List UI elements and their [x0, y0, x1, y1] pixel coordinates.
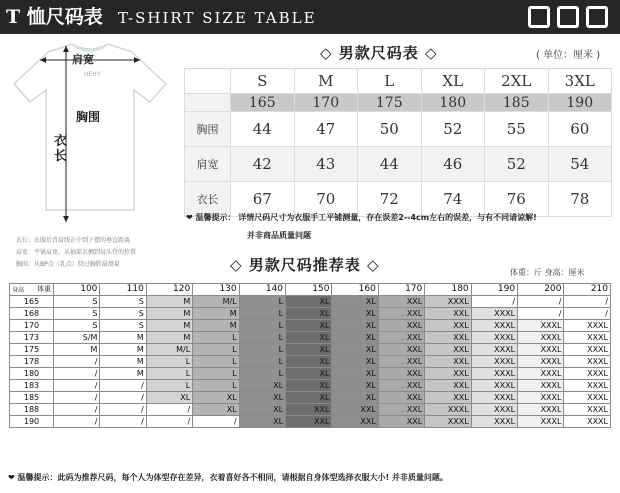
recommend-cell: XXL	[332, 404, 378, 416]
measure-value: 52	[421, 112, 485, 147]
header-title: T 恤尺码表	[6, 6, 103, 28]
recommend-cell: XXL	[286, 416, 332, 428]
weight-header: 190	[471, 284, 517, 296]
recommend-cell: /	[100, 392, 146, 404]
weight-header: 210	[564, 284, 611, 296]
size-header-row	[185, 69, 612, 94]
recommend-cell: XXXL	[471, 308, 517, 320]
weight-header: 180	[425, 284, 471, 296]
measure-row	[185, 112, 612, 147]
weight-header: 150	[286, 284, 332, 296]
recommend-cell: XXXL	[518, 404, 564, 416]
recommend-cell: L	[239, 344, 285, 356]
height-label: 170	[10, 320, 54, 332]
recommend-row	[10, 380, 611, 392]
measure-value: 78	[548, 182, 612, 217]
measure-value: 44	[358, 147, 422, 182]
height-label: 168	[10, 308, 54, 320]
measure-value: 50	[358, 112, 422, 147]
recommend-cell: XXL	[425, 308, 471, 320]
recommend-cell: L	[193, 344, 239, 356]
size-table	[184, 68, 612, 217]
recommend-cell: XXL	[378, 356, 424, 368]
recommend-cell: XXL	[332, 416, 378, 428]
recommend-row	[10, 308, 611, 320]
corner-weight-label: 身高	[12, 287, 25, 294]
recommend-cell: XXXL	[518, 356, 564, 368]
recommend-cell: S	[100, 320, 146, 332]
recommend-cell: XL	[146, 392, 192, 404]
recommend-cell: /	[146, 416, 192, 428]
weight-header: 170	[378, 284, 424, 296]
recommend-cell: M	[193, 320, 239, 332]
collar-text: HEHY	[84, 71, 101, 78]
weight-header-row	[10, 284, 611, 296]
measure-value: 72	[358, 182, 422, 217]
recommend-cell: L	[193, 332, 239, 344]
recommend-cell: XL	[193, 392, 239, 404]
height-label: 183	[10, 380, 54, 392]
recommend-cell: XL	[286, 308, 332, 320]
recommend-cell: XL	[286, 344, 332, 356]
measure-value: 70	[294, 182, 358, 217]
recommend-cell: XXXL	[471, 320, 517, 332]
recommend-cell: XXXL	[425, 296, 471, 308]
corner-cell	[10, 284, 54, 296]
recommend-cell: XXL	[378, 416, 424, 428]
recommend-cell: XXL	[425, 368, 471, 380]
decor-square-icon	[528, 6, 550, 28]
recommend-cell: XL	[239, 404, 285, 416]
recommend-cell: XXXL	[518, 368, 564, 380]
recommend-tip	[8, 472, 448, 483]
recommend-cell: XXXL	[564, 356, 611, 368]
recommend-cell: XXXL	[518, 332, 564, 344]
recommend-cell: XXXL	[471, 344, 517, 356]
recommend-cell: XXXL	[425, 416, 471, 428]
height-row	[185, 94, 612, 112]
recommend-cell: XL	[332, 392, 378, 404]
recommend-cell: XXXL	[564, 320, 611, 332]
height-value: 180	[421, 94, 485, 112]
recommend-cell: M	[54, 344, 100, 356]
height-value: 175	[358, 94, 422, 112]
recommend-cell: M	[146, 308, 192, 320]
measure-value: 55	[485, 112, 549, 147]
height-label: 165	[10, 296, 54, 308]
shoulder-label: 肩宽	[72, 53, 94, 66]
recommend-cell: XXXL	[471, 392, 517, 404]
weight-header: 140	[239, 284, 285, 296]
corner-cell	[185, 94, 231, 112]
recommend-cell: XXXL	[518, 320, 564, 332]
recommend-row	[10, 392, 611, 404]
measure-value: 60	[548, 112, 612, 147]
recommend-cell: L	[146, 368, 192, 380]
recommend-cell: L	[239, 332, 285, 344]
recommend-title: ◇ 男款尺码推荐表 ◇	[230, 256, 380, 274]
height-label: 185	[10, 392, 54, 404]
weight-header: 130	[193, 284, 239, 296]
recommend-cell: /	[100, 404, 146, 416]
recommend-cell: XXL	[378, 344, 424, 356]
recommend-row	[10, 296, 611, 308]
recommend-cell: /	[54, 404, 100, 416]
recommend-cell: XXL	[378, 392, 424, 404]
recommend-cell: /	[471, 296, 517, 308]
decor-square-icon	[586, 6, 608, 28]
chest-label: 胸围	[76, 110, 101, 124]
recommend-legend: 体重：斤 身高：厘米	[510, 268, 585, 277]
height-label: 173	[10, 332, 54, 344]
recommend-cell: XXXL	[518, 416, 564, 428]
recommend-row	[10, 344, 611, 356]
recommend-cell: M	[146, 320, 192, 332]
recommend-cell: XXL	[425, 392, 471, 404]
recommend-cell: XL	[286, 320, 332, 332]
height-label: 188	[10, 404, 54, 416]
recommend-cell: L	[239, 368, 285, 380]
recommend-cell: XL	[332, 296, 378, 308]
recommend-row	[10, 332, 611, 344]
recommend-cell: M/L	[193, 296, 239, 308]
recommend-cell: M/L	[146, 344, 192, 356]
recommend-cell: /	[100, 380, 146, 392]
header-bar	[0, 0, 620, 34]
recommend-cell: /	[193, 416, 239, 428]
recommend-cell: M	[100, 332, 146, 344]
recommend-cell: XXXL	[564, 392, 611, 404]
size-table-title: ◇ 男款尺码表 ◇	[320, 44, 438, 62]
recommend-cell: L	[239, 308, 285, 320]
recommend-row	[10, 320, 611, 332]
size-label: 2XL	[485, 69, 549, 94]
row-label: 胸围	[185, 112, 231, 147]
recommend-cell: /	[54, 356, 100, 368]
header-subtitle: T-SHIRT SIZE TABLE	[118, 9, 317, 27]
weight-header: 100	[54, 284, 100, 296]
recommend-cell: M	[100, 356, 146, 368]
recommend-cell: M	[100, 344, 146, 356]
size-tip-line2: 并非商品质量问题	[247, 231, 311, 240]
measure-value: 46	[421, 147, 485, 182]
recommend-cell: XXXL	[564, 368, 611, 380]
recommend-cell: XXXL	[471, 332, 517, 344]
recommend-cell: XL	[286, 368, 332, 380]
row-label: 衣长	[185, 182, 231, 217]
recommend-cell: XXXL	[564, 416, 611, 428]
recommend-cell: M	[193, 308, 239, 320]
recommend-cell: XXXL	[564, 332, 611, 344]
recommend-cell: XL	[286, 332, 332, 344]
corner-cell	[185, 69, 231, 94]
recommend-cell: XL	[332, 308, 378, 320]
recommend-cell: L	[193, 368, 239, 380]
recommend-cell: L	[193, 380, 239, 392]
recommend-cell: XXL	[378, 404, 424, 416]
recommend-cell: /	[146, 404, 192, 416]
recommend-cell: /	[564, 308, 611, 320]
weight-header: 160	[332, 284, 378, 296]
recommend-cell: XXXL	[518, 344, 564, 356]
recommend-cell: XL	[286, 392, 332, 404]
recommend-cell: XXL	[425, 332, 471, 344]
measure-value: 74	[421, 182, 485, 217]
measure-value: 67	[231, 182, 295, 217]
recommend-cell: /	[100, 416, 146, 428]
recommend-cell: L	[146, 380, 192, 392]
measure-value: 42	[231, 147, 295, 182]
recommend-cell: XL	[193, 404, 239, 416]
recommend-cell: XXXL	[518, 380, 564, 392]
recommend-cell: L	[146, 356, 192, 368]
recommend-cell: L	[239, 356, 285, 368]
recommend-cell: XXL	[378, 368, 424, 380]
recommend-cell: S	[100, 296, 146, 308]
row-label: 肩宽	[185, 147, 231, 182]
recommend-cell: M	[100, 368, 146, 380]
height-label: 175	[10, 344, 54, 356]
recommend-row	[10, 416, 611, 428]
recommend-cell: XL	[239, 392, 285, 404]
height-label: 190	[10, 416, 54, 428]
measure-value: 44	[231, 112, 295, 147]
recommend-cell: XL	[332, 320, 378, 332]
size-tip-text: 温馨提示： 详情尺码尺寸为衣服手工平铺测量，存在误差2--4cm左右的误差，与有不同请谅解!	[195, 213, 537, 222]
recommend-cell: M	[146, 332, 192, 344]
recommend-cell: XXXL	[471, 368, 517, 380]
recommend-cell: L	[239, 296, 285, 308]
recommend-table	[9, 283, 611, 428]
recommend-cell: XXL	[378, 332, 424, 344]
recommend-cell: S/M	[54, 332, 100, 344]
size-label: M	[294, 69, 358, 94]
measure-value: 54	[548, 147, 612, 182]
recommend-cell: XXXL	[471, 380, 517, 392]
height-value: 185	[485, 94, 549, 112]
recommend-cell: XXXL	[564, 344, 611, 356]
recommend-cell: S	[100, 308, 146, 320]
recommend-cell: /	[518, 308, 564, 320]
recommend-cell: XL	[332, 356, 378, 368]
recommend-cell: XL	[239, 416, 285, 428]
recommend-cell: XL	[332, 380, 378, 392]
recommend-cell: XXL	[378, 308, 424, 320]
recommend-cell: XXL	[378, 380, 424, 392]
measure-value: 47	[294, 112, 358, 147]
recommend-cell: XL	[332, 344, 378, 356]
recommend-cell: XXL	[425, 344, 471, 356]
recommend-cell: /	[54, 416, 100, 428]
recommend-row	[10, 368, 611, 380]
recommend-cell: S	[54, 308, 100, 320]
recommend-cell: /	[54, 380, 100, 392]
recommend-cell: /	[54, 368, 100, 380]
length-label: 衣长	[54, 134, 68, 164]
height-label: 178	[10, 356, 54, 368]
heart-icon: ❤	[8, 473, 15, 482]
tee-note: 肩宽：平铺肩宽，从袖部衣侧到肩头骨的位置	[16, 249, 137, 256]
recommend-tip-text: 温馨提示：此码为推荐尺码，每个人为体型存在差异，衣着喜好各不相同，请根据自身体型选择衣服大小! 并非质量问题。	[17, 473, 448, 482]
size-label: 3XL	[548, 69, 612, 94]
heart-icon: ❤	[186, 213, 193, 222]
size-label: S	[231, 69, 295, 94]
recommend-row	[10, 404, 611, 416]
height-label: 180	[10, 368, 54, 380]
recommend-cell: XL	[239, 380, 285, 392]
recommend-cell: L	[239, 320, 285, 332]
weight-header: 110	[100, 284, 146, 296]
recommend-cell: XL	[286, 296, 332, 308]
height-value: 165	[231, 94, 295, 112]
recommend-cell: /	[564, 296, 611, 308]
weight-header: 200	[518, 284, 564, 296]
measure-row	[185, 147, 612, 182]
measure-value: 76	[485, 182, 549, 217]
tshirt-diagram	[0, 38, 180, 228]
recommend-cell: XXXL	[518, 392, 564, 404]
recommend-cell: XL	[286, 356, 332, 368]
measure-value: 43	[294, 147, 358, 182]
recommend-cell: /	[518, 296, 564, 308]
tee-note: 衣长：衣服后背肩线正中到下摆的垂直距离	[16, 237, 131, 244]
recommend-cell: L	[193, 356, 239, 368]
recommend-cell: XXL	[378, 296, 424, 308]
recommend-cell: S	[54, 320, 100, 332]
recommend-cell: XXXL	[471, 416, 517, 428]
decor-square-icon	[557, 6, 579, 28]
corner-height-label: 体重	[37, 285, 51, 293]
recommend-row	[10, 356, 611, 368]
recommend-cell: XXL	[378, 320, 424, 332]
recommend-cell: M	[146, 296, 192, 308]
recommend-cell: XXXL	[471, 404, 517, 416]
recommend-cell: S	[54, 296, 100, 308]
recommend-cell: /	[54, 392, 100, 404]
recommend-cell: XL	[332, 368, 378, 380]
recommend-cell: XXXL	[425, 404, 471, 416]
recommend-cell: XXL	[286, 404, 332, 416]
recommend-cell: XXXL	[564, 380, 611, 392]
recommend-cell: XXXL	[564, 404, 611, 416]
recommend-cell: XL	[332, 332, 378, 344]
recommend-cell: XXXL	[471, 356, 517, 368]
measure-value: 52	[485, 147, 549, 182]
height-value: 170	[294, 94, 358, 112]
recommend-cell: XXL	[425, 320, 471, 332]
recommend-cell: XXL	[425, 356, 471, 368]
size-table-unit: ( 单位：厘米 )	[536, 50, 601, 61]
size-tip	[186, 212, 537, 223]
height-value: 190	[548, 94, 612, 112]
tee-note: 胸围：从BP点（乳点）绕过胸胖最测量	[16, 261, 120, 268]
size-label: L	[358, 69, 422, 94]
weight-header: 120	[146, 284, 192, 296]
size-label: XL	[421, 69, 485, 94]
recommend-cell: XXL	[425, 380, 471, 392]
recommend-cell: XL	[286, 380, 332, 392]
